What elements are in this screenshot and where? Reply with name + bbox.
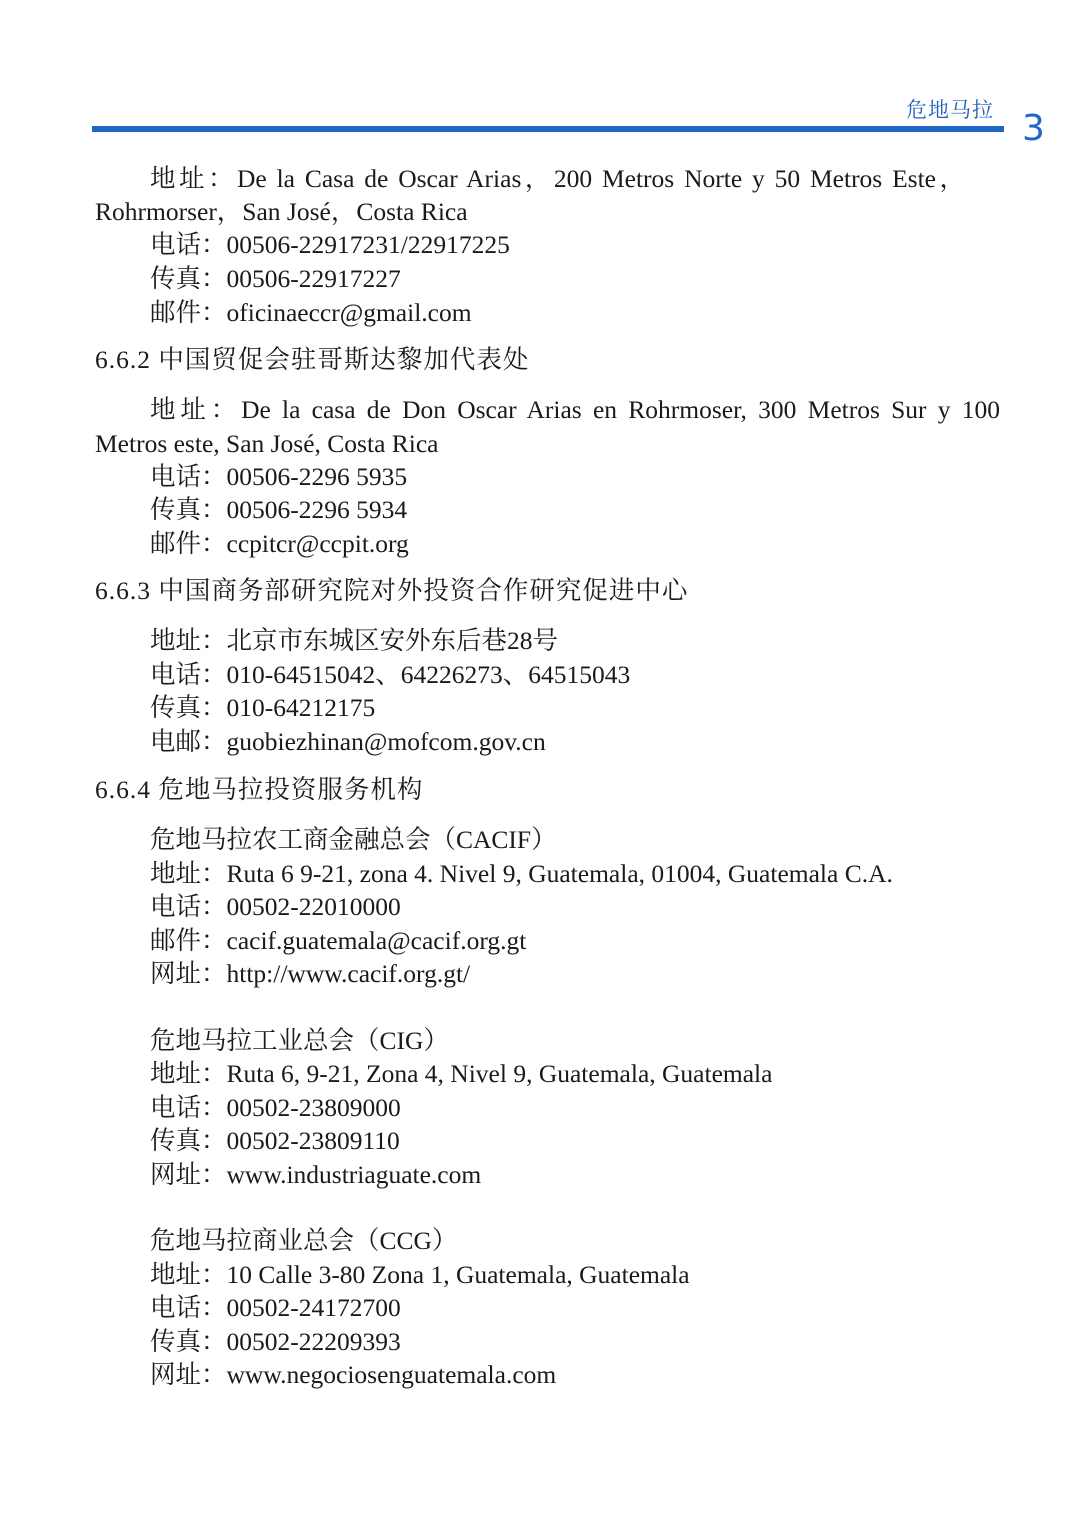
phone-line: 电话：00502-24172700 [150,1293,401,1322]
email-line: 邮件：cacif.guatemala@cacif.org.gt [150,926,527,955]
email-line: 邮件：oficinaeccr@gmail.com [150,298,472,327]
email-line: 电邮：guobiezhinan@mofcom.gov.cn [150,727,546,756]
section-heading-6-6-4: 6.6.4 危地马拉投资服务机构 [95,775,424,804]
address-line: 地址：10 Calle 3-80 Zona 1, Guatemala, Guatemala [150,1260,690,1289]
org-name-ccg: 危地马拉商业总会（CCG） [150,1226,458,1255]
address-line-2: Metros este, San José, Costa Rica [95,429,439,458]
phone-line: 电话：00506-2296 5935 [150,462,408,491]
phone-line: 电话：00502-22010000 [150,892,401,921]
fax-line: 传真：010-64212175 [150,693,376,722]
phone-line: 电话：00506-22917231/22917225 [150,230,510,259]
website-line: 网址：www.negociosenguatemala.com [150,1360,557,1389]
org-name-cacif: 危地马拉农工商金融总会（CACIF） [150,825,557,854]
website-line: 网址：http://www.cacif.org.gt/ [150,959,471,988]
phone-line: 电话：010-64515042、64226273、64515043 [150,660,631,689]
fax-line: 传真：00506-22917227 [150,264,401,293]
address-line-2: Rohrmorser，San José，Costa Rica [95,197,468,226]
fax-line: 传真：00502-23809110 [150,1126,400,1155]
page-number: 3 [1022,108,1045,149]
org-name-cig: 危地马拉工业总会（CIG） [150,1026,449,1055]
address-line: 地址：Ruta 6, 9-21, Zona 4, Nivel 9, Guatemala, Guatemala [150,1059,773,1088]
address-line-1: 地址：De la casa de Don Oscar Arias en Rohrmoser, 300 Metros Sur y 100 [150,395,1000,424]
address-line: 地址：北京市东城区安外东后巷28号 [150,626,559,655]
address-line: 地址：Ruta 6 9-21, zona 4. Nivel 9, Guatemala, 01004, Guatemala C.A. [150,859,893,888]
email-line: 邮件：ccpitcr@ccpit.org [150,529,409,558]
website-line: 网址：www.industriaguate.com [150,1160,482,1189]
header-rule [92,126,1004,132]
fax-line: 传真：00502-22209393 [150,1327,401,1356]
fax-line: 传真：00506-2296 5934 [150,495,408,524]
phone-line: 电话：00502-23809000 [150,1093,401,1122]
address-line-1: 地址：De la Casa de Oscar Arias，200 Metros Norte y 50 Metros Este， [150,164,965,193]
running-header-title: 危地马拉 [906,98,994,122]
section-heading-6-6-2: 6.6.2 中国贸促会驻哥斯达黎加代表处 [95,345,530,374]
section-heading-6-6-3: 6.6.3 中国商务部研究院对外投资合作研究促进中心 [95,576,689,605]
